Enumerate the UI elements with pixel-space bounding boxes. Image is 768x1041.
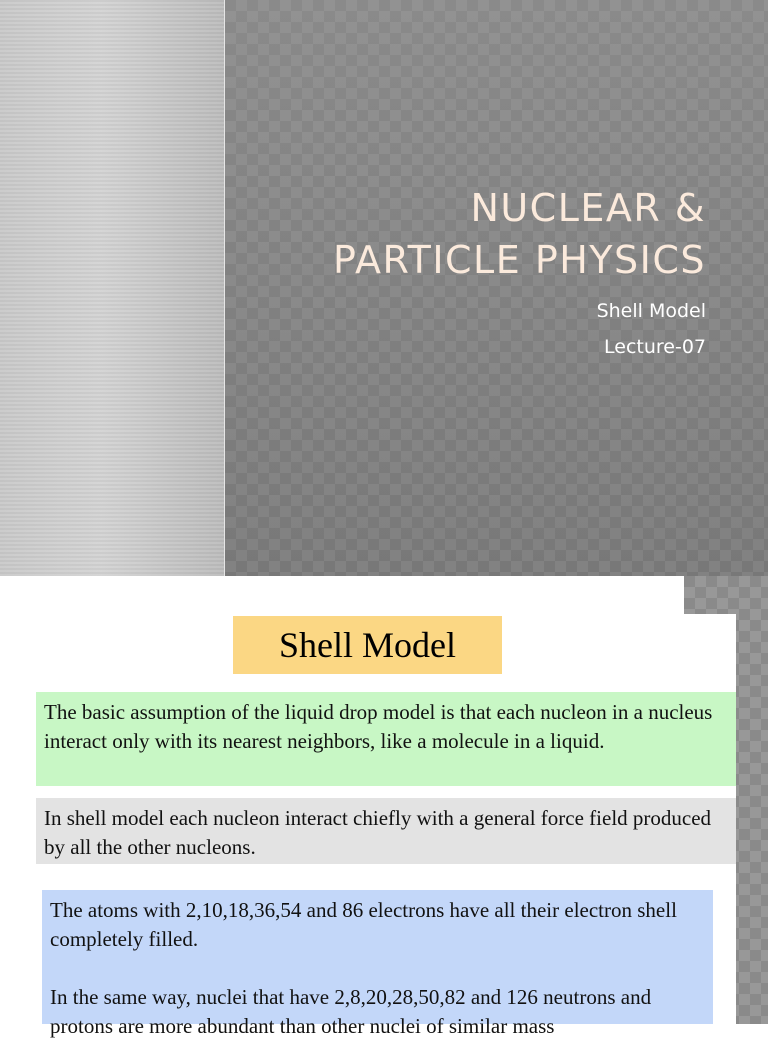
slide-subtitle-lecture: Lecture-07 [604, 336, 706, 358]
slide-title-line-2: PARTICLE PHYSICS [332, 238, 706, 282]
atoms-text: The atoms with 2,10,18,36,54 and 86 electrons have all their electron shell completely filled. [50, 898, 677, 951]
content-slide [0, 576, 768, 1038]
nuclei-text: In the same way, nuclei that have 2,8,20,28,50,82 and 126 neutrons and protons are more abundant than other nuclei of similar mass [50, 985, 652, 1038]
slide-subtitle-topic: Shell Model [596, 300, 706, 322]
shell-model-text: In shell model each nucleon interact chiefly with a general force field produced by all the other nucleons. [44, 806, 712, 859]
slide-title [333, 182, 706, 286]
title-slide-left-panel [0, 0, 224, 576]
title-slide-right-panel [225, 0, 768, 576]
liquid-drop-text: The basic assumption of the liquid drop model is that each nucleon in a nucleus interact only with its nearest neighbors, like a molecule in a liquid. [44, 700, 713, 753]
slide-title-line-1: NUCLEAR & [470, 186, 706, 230]
shell-model-text-box [36, 798, 736, 864]
magic-numbers-text-box [42, 890, 713, 1038]
content-heading: Shell Model [233, 616, 502, 674]
liquid-drop-text-box [36, 692, 736, 786]
